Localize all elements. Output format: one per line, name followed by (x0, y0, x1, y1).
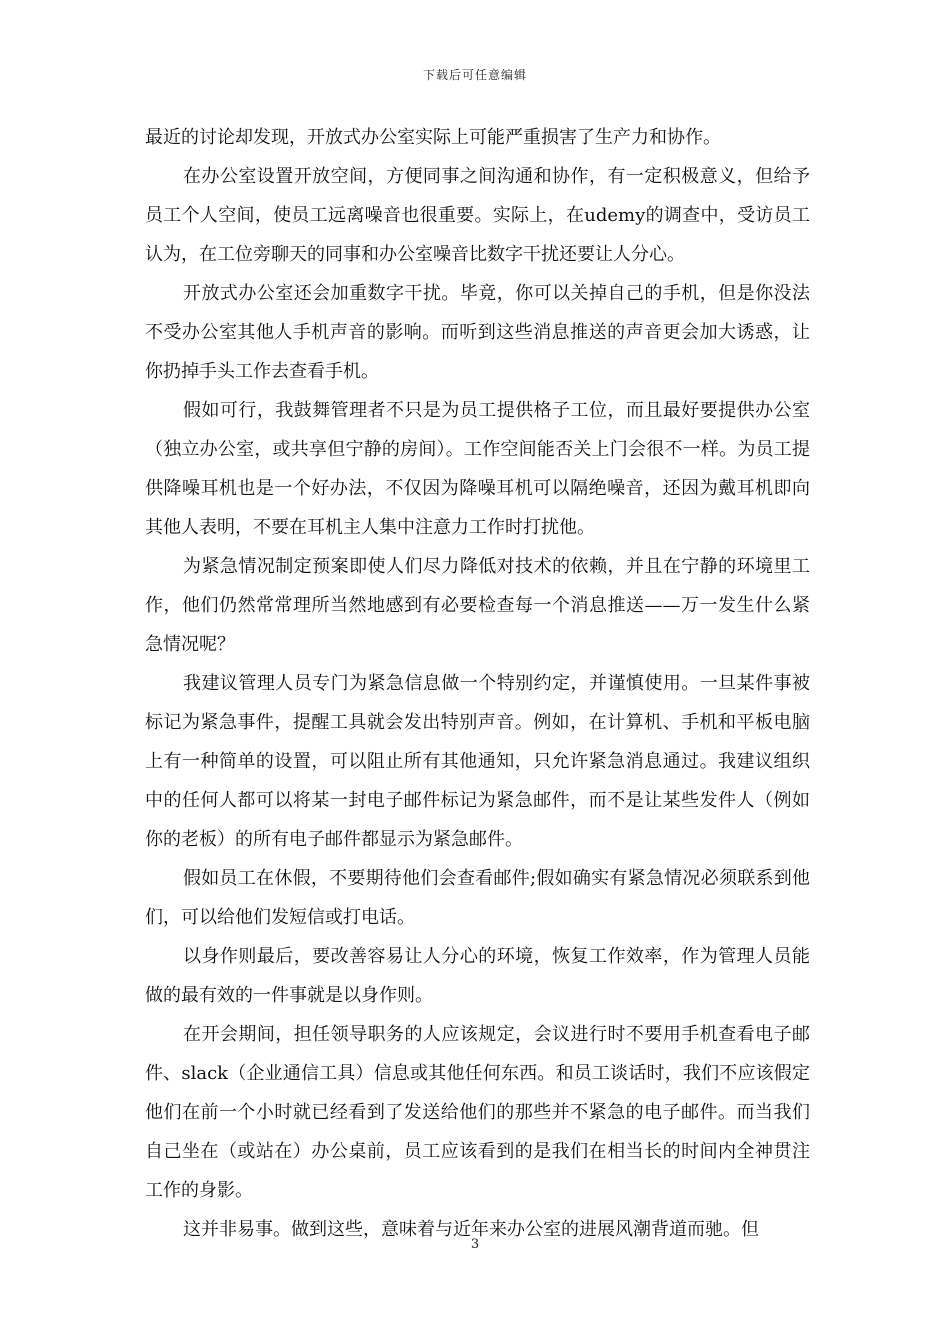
paragraph: 我建议管理人员专门为紧急信息做一个特别约定，并谨慎使用。一旦某件事被标记为紧急事件，提醒工具就会发出特别声音。例如，在计算机、手机和平板电脑上有一种简单的设置，可以阻止所有其他通知，只允许紧急消息通过。我建议组织中的任何人都可以将某一封电子邮件标记为紧急邮件，而不是让某些发件人（例如你的老板）的所有电子邮件都显示为紧急邮件。 (145, 673, 810, 850)
paragraph: 以身作则最后，要改善容易让人分心的环境，恢复工作效率，作为管理人员能做的最有效的一件事就是以身作则。 (145, 946, 810, 1006)
paragraph: 这并非易事。做到这些，意味着与近年来办公室的进展风潮背道而驰。但 (183, 1219, 759, 1240)
document-body (145, 118, 810, 1249)
paragraph: 在开会期间，担任领导职务的人应该规定，会议进行时不要用手机查看电子邮件、slack（企业通信工具）信息或其他任何东西。和员工谈话时，我们不应该假定他们在前一个小时就已经看到了发送给他们的那些并不紧急的电子邮件。而当我们自己坐在（或站在）办公桌前，员工应该看到的是我们在相当长的时间内全神贯注工作的身影。 (145, 1024, 810, 1201)
paragraph: 开放式办公室还会加重数字干扰。毕竟，你可以关掉自己的手机，但是你没法不受办公室其他人手机声音的影响。而听到这些消息推送的声音更会加大诱惑，让你扔掉手头工作去查看手机。 (145, 283, 810, 382)
paragraph: 在办公室设置开放空间，方便同事之间沟通和协作，有一定积极意义，但给予员工个人空间，使员工远离噪音也很重要。实际上，在udemy的调查中，受访员工认为，在工位旁聊天的同事和办公室噪音比数字干扰还要让人分心。 (145, 166, 810, 265)
paragraph: 假如可行，我鼓舞管理者不只是为员工提供格子工位，而且最好要提供办公室（独立办公室，或共享但宁静的房间）。工作空间能否关上门会很不一样。为员工提供降噪耳机也是一个好办法，不仅因为降噪耳机可以隔绝噪音，还因为戴耳机即向其他人表明，不要在耳机主人集中注意力工作时打扰他。 (145, 400, 810, 538)
page-number: 3 (470, 1237, 480, 1252)
page-header: 下载后可任意编辑 (422, 68, 527, 82)
paragraph: 假如员工在休假，不要期待他们会查看邮件;假如确实有紧急情况必须联系到他们，可以给他们发短信或打电话。 (145, 868, 810, 928)
paragraph: 为紧急情况制定预案即使人们尽力降低对技术的依赖，并且在宁静的环境里工作，他们仍然常常理所当然地感到有必要检查每一个消息推送——万一发生什么紧急情况呢？ (145, 556, 810, 655)
paragraph: 最近的讨论却发现，开放式办公室实际上可能严重损害了生产力和协作。 (145, 127, 721, 148)
